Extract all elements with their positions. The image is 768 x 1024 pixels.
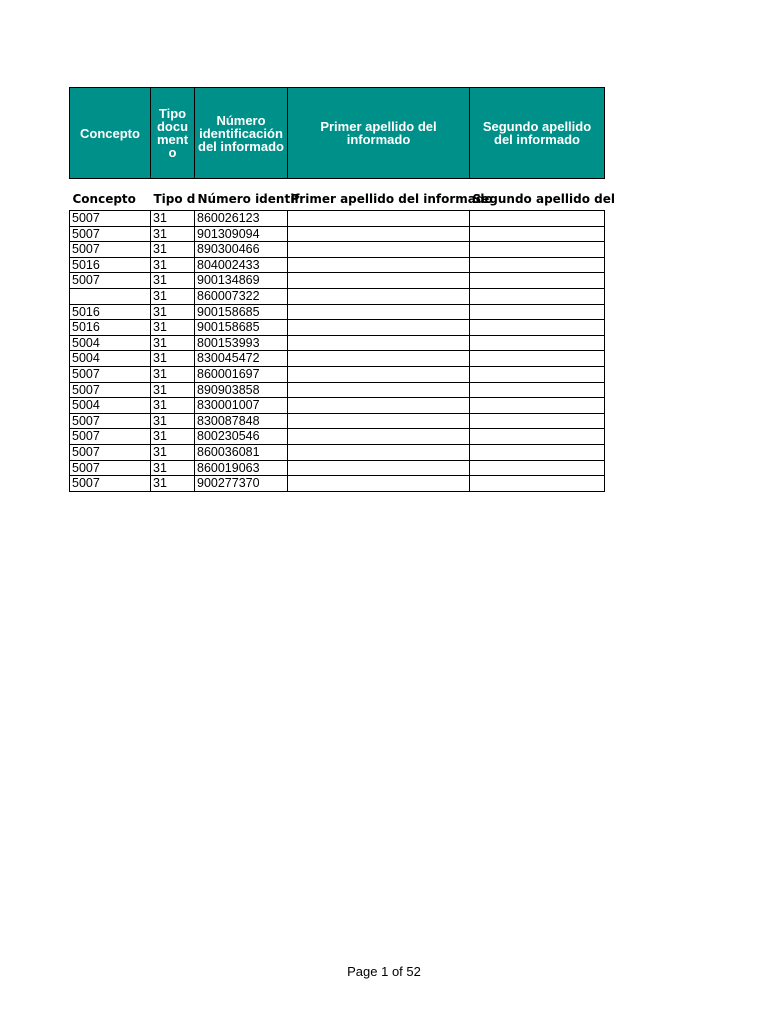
header-tipo-documento: Tipo docu ment o: [151, 88, 195, 179]
cell-tipo: 31: [151, 382, 195, 398]
table-row: [70, 242, 605, 258]
table-row: [70, 460, 605, 476]
cell-concepto: 5004: [70, 351, 151, 367]
cell-tipo: 31: [151, 476, 195, 492]
cell-tipo: 31: [151, 444, 195, 460]
cell-segundo-apellido: [470, 211, 605, 227]
table-row: [70, 273, 605, 289]
cell-concepto: 5016: [70, 304, 151, 320]
cell-tipo: 31: [151, 288, 195, 304]
cell-primer-apellido: [288, 429, 470, 445]
cell-numero: 900158685: [195, 320, 288, 336]
cell-concepto: 5007: [70, 444, 151, 460]
table-row: [70, 226, 605, 242]
cell-segundo-apellido: [470, 273, 605, 289]
cell-numero: 860036081: [195, 444, 288, 460]
cell-numero: 901309094: [195, 226, 288, 242]
cell-tipo: 31: [151, 273, 195, 289]
cell-numero: 800230546: [195, 429, 288, 445]
cell-numero: 890300466: [195, 242, 288, 258]
cell-segundo-apellido: [470, 398, 605, 414]
cell-primer-apellido: [288, 211, 470, 227]
cell-segundo-apellido: [470, 476, 605, 492]
cell-concepto: 5007: [70, 460, 151, 476]
spacer-row: [70, 179, 605, 189]
cell-tipo: 31: [151, 398, 195, 414]
cell-primer-apellido: [288, 335, 470, 351]
cell-numero: 804002433: [195, 257, 288, 273]
header-row: [70, 88, 605, 179]
table-row: [70, 398, 605, 414]
cell-primer-apellido: [288, 304, 470, 320]
cell-concepto: 5004: [70, 335, 151, 351]
table-row: [70, 335, 605, 351]
cell-segundo-apellido: [470, 444, 605, 460]
cell-numero: 860019063: [195, 460, 288, 476]
table-row: [70, 351, 605, 367]
header-primer-apellido: Primer apellido del informado: [288, 88, 470, 179]
cell-tipo: 31: [151, 335, 195, 351]
cell-numero: 830001007: [195, 398, 288, 414]
cell-numero: 900134869: [195, 273, 288, 289]
cell-segundo-apellido: [470, 429, 605, 445]
header-concepto: Concepto: [70, 88, 151, 179]
cell-segundo-apellido: [470, 351, 605, 367]
cell-tipo: 31: [151, 257, 195, 273]
cell-segundo-apellido: [470, 257, 605, 273]
cell-concepto: 5007: [70, 242, 151, 258]
data-table: [69, 87, 615, 492]
spreadsheet-page: [69, 87, 615, 492]
cell-segundo-apellido: [470, 335, 605, 351]
cell-concepto: 5007: [70, 211, 151, 227]
cell-tipo: 31: [151, 460, 195, 476]
cell-primer-apellido: [288, 273, 470, 289]
subheader-row: [70, 188, 605, 211]
cell-primer-apellido: [288, 460, 470, 476]
cell-numero: 830045472: [195, 351, 288, 367]
cell-concepto: 5007: [70, 429, 151, 445]
subheader-primer-apellido: Primer apellido del informado: [290, 192, 493, 206]
cell-primer-apellido: [288, 288, 470, 304]
cell-concepto: 5016: [70, 320, 151, 336]
table-row: [70, 320, 605, 336]
cell-concepto: 5007: [70, 226, 151, 242]
table-row: [70, 382, 605, 398]
cell-numero: 860001697: [195, 366, 288, 382]
cell-tipo: 31: [151, 304, 195, 320]
cell-primer-apellido: [288, 226, 470, 242]
cell-segundo-apellido: [470, 366, 605, 382]
cell-primer-apellido: [288, 242, 470, 258]
subheader-concepto: Concepto: [72, 192, 136, 206]
cell-segundo-apellido: [470, 242, 605, 258]
table-row: [70, 288, 605, 304]
cell-concepto: 5007: [70, 382, 151, 398]
cell-primer-apellido: [288, 413, 470, 429]
cell-numero: 800153993: [195, 335, 288, 351]
cell-primer-apellido: [288, 351, 470, 367]
cell-tipo: 31: [151, 429, 195, 445]
cell-segundo-apellido: [470, 226, 605, 242]
cell-concepto: 5007: [70, 413, 151, 429]
table-row: [70, 211, 605, 227]
cell-segundo-apellido: [470, 460, 605, 476]
table-row: [70, 444, 605, 460]
cell-tipo: 31: [151, 320, 195, 336]
cell-tipo: 31: [151, 366, 195, 382]
cell-segundo-apellido: [470, 382, 605, 398]
cell-primer-apellido: [288, 320, 470, 336]
table-body: [70, 211, 605, 492]
header-segundo-apellido: Segundo apellido del informado: [470, 88, 605, 179]
cell-concepto: 5007: [70, 366, 151, 382]
table-row: [70, 429, 605, 445]
cell-segundo-apellido: [470, 288, 605, 304]
cell-segundo-apellido: [470, 413, 605, 429]
table-row: [70, 413, 605, 429]
cell-concepto: 5007: [70, 273, 151, 289]
page-number: Page 1 of 52: [347, 964, 421, 979]
header-numero-identificacion: Número identificación del informado: [195, 88, 288, 179]
cell-primer-apellido: [288, 257, 470, 273]
cell-primer-apellido: [288, 398, 470, 414]
cell-primer-apellido: [288, 366, 470, 382]
cell-concepto: 5016: [70, 257, 151, 273]
cell-segundo-apellido: [470, 320, 605, 336]
cell-tipo: 31: [151, 413, 195, 429]
table-row: [70, 366, 605, 382]
subheader-tipo: Tipo d: [153, 192, 196, 206]
cell-tipo: 31: [151, 211, 195, 227]
cell-concepto: [70, 288, 151, 304]
cell-numero: 860007322: [195, 288, 288, 304]
cell-primer-apellido: [288, 382, 470, 398]
cell-numero: 860026123: [195, 211, 288, 227]
subheader-segundo-apellido: Segundo apellido del: [472, 192, 615, 206]
cell-numero: 900277370: [195, 476, 288, 492]
cell-segundo-apellido: [470, 304, 605, 320]
cell-concepto: 5007: [70, 476, 151, 492]
subheader-numero: Número identif: [197, 192, 300, 206]
cell-primer-apellido: [288, 444, 470, 460]
cell-tipo: 31: [151, 351, 195, 367]
table-row: [70, 257, 605, 273]
table-row: [70, 476, 605, 492]
cell-primer-apellido: [288, 476, 470, 492]
cell-numero: 900158685: [195, 304, 288, 320]
cell-numero: 890903858: [195, 382, 288, 398]
cell-tipo: 31: [151, 242, 195, 258]
cell-tipo: 31: [151, 226, 195, 242]
cell-numero: 830087848: [195, 413, 288, 429]
table-row: [70, 304, 605, 320]
cell-concepto: 5004: [70, 398, 151, 414]
